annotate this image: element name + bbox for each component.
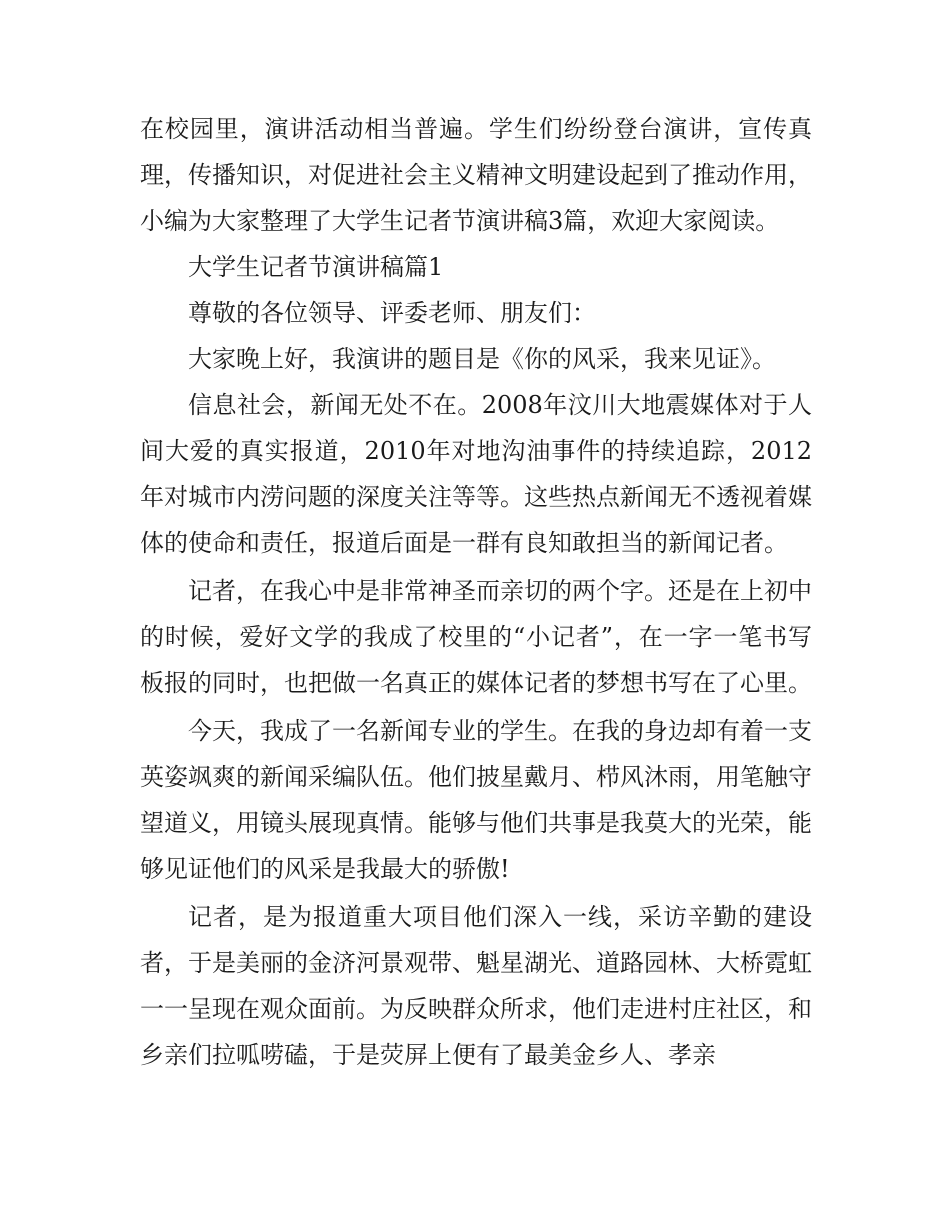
body-paragraph: 记者，是为报道重大项目他们深入一线，采访辛勤的建设者，于是美丽的金济河景观带、魁星湖光、道路园林、大桥霓虹一一呈现在观众面前。为反映群众所求，他们走进村庄社区，和乡亲们拉呱唠磕，于是荧屏上便有了最美金乡人、孝亲	[140, 903, 812, 1069]
intro-paragraph: 在校园里，演讲活动相当普遍。学生们纷纷登台演讲，宣传真理，传播知识，对促进社会主义精神文明建设起到了推动作用，小编为大家整理了大学生记者节演讲稿3篇，欢迎大家阅读。	[140, 115, 812, 235]
section-title: 大学生记者节演讲稿篇1	[188, 253, 444, 281]
salutation: 尊敬的各位领导、评委老师、朋友们：	[188, 299, 596, 327]
greeting: 大家晚上好，我演讲的题目是《你的风采，我来见证》。	[188, 345, 776, 373]
body-paragraph: 记者，在我心中是非常神圣而亲切的两个字。还是在上初中的时候，爱好文学的我成了校里的“小记者”，在一字一笔书写板报的同时，也把做一名真正的媒体记者的梦想书写在了心里。	[140, 577, 812, 697]
body-paragraph: 信息社会，新闻无处不在。2008年汶川大地震媒体对于人间大爱的真实报道，2010年对地沟油事件的持续追踪，2012年对城市内涝问题的深度关注等等。这些热点新闻无不透视着媒体的使命和责任，报道后面是一群有良知敢担当的新闻记者。	[140, 391, 812, 557]
document-page	[140, 106, 812, 1078]
body-paragraph: 今天，我成了一名新闻专业的学生。在我的身边却有着一支英姿飒爽的新闻采编队伍。他们披星戴月、栉风沐雨，用笔触守望道义，用镜头展现真情。能够与他们共事是我莫大的光荣，能够见证他们的风采是我最大的骄傲!	[140, 717, 812, 883]
